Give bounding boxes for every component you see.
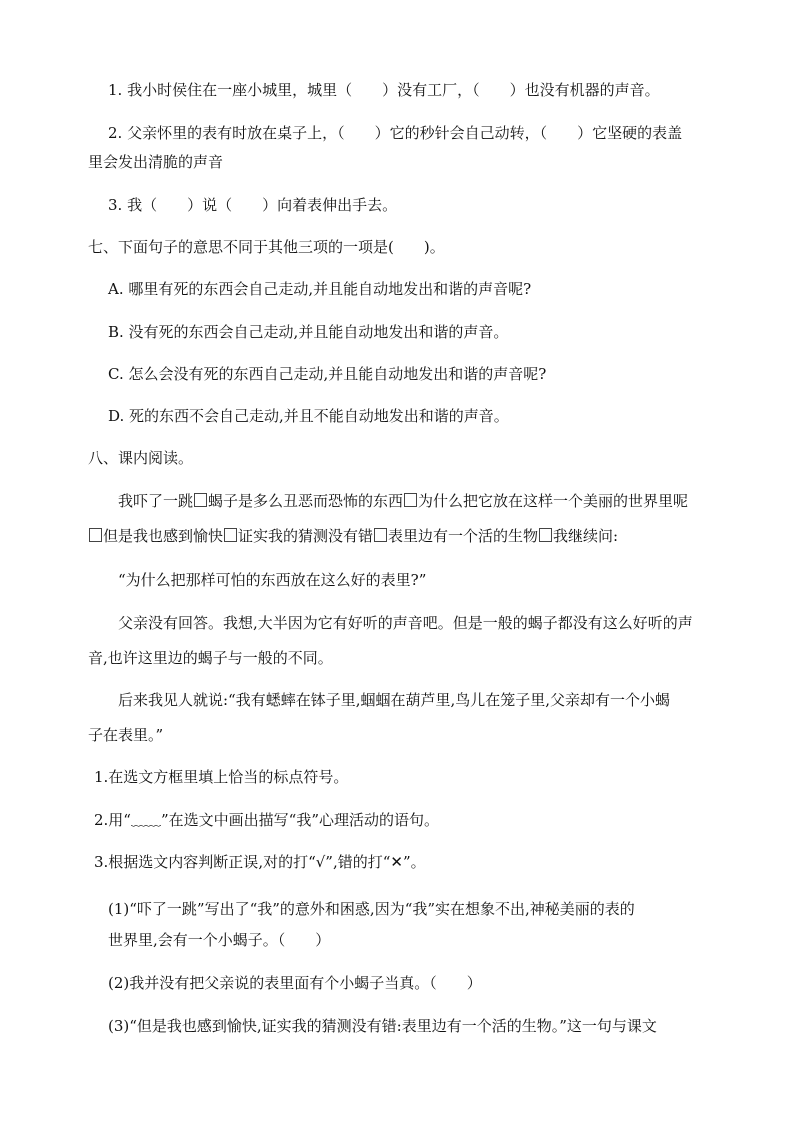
s6-item-2-line1: 2. 父亲怀里的表有时放在桌子上，（ ）它的秒针会自己动转，（ ）它坚硬的表盖 — [108, 124, 683, 142]
passage-quote: “为什么把那样可怕的东西放在这么好的表里?” — [118, 571, 427, 589]
punct-box-4[interactable] — [224, 528, 237, 542]
option-c: C. 怎么会没有死的东西自己走动,并且能自动地发出和谐的声音呢? — [108, 365, 547, 383]
question-3: 3.根据选文内容判断正误,对的打“√”,错的打“✕”。 — [94, 853, 426, 871]
judge-1-line1: (1)“吓了一跳”写出了“我”的意外和困惑,因为“我”实在想象不出,神秘美丽的表的 — [108, 900, 635, 918]
section8-title: 八、课内阅读。 — [88, 449, 194, 467]
question-2: 2.用“﹏﹏”在选文中画出描写“我”心理活动的语句。 — [94, 811, 439, 829]
punct-box-6[interactable] — [539, 528, 552, 542]
para3-line1: 后来我见人就说:“我有蟋蟀在钵子里,蝈蝈在葫芦里,鸟儿在笼子里,父亲却有一个小蝎 — [118, 691, 671, 709]
punct-box-2[interactable] — [404, 493, 417, 507]
judge-2: (2)我并没有把父亲说的表里面有个小蝎子当真。（ ） — [108, 974, 482, 992]
section7-title: 七、下面句子的意思不同于其他三项的一项是( )。 — [88, 238, 445, 256]
s6-item-1: 1. 我小时侯住在一座小城里，城里（ ）没有工厂，（ ）也没有机器的声音。 — [108, 81, 660, 99]
passage-line-2: 但是我也感到愉快 证实我的猜测没有错 表里边有一个活的生物 我继续问: — [88, 526, 618, 546]
judge-1-line2: 世界里,会有一个小蝎子。（ ） — [108, 931, 331, 949]
option-a: A. 哪里有死的东西会自己走动,并且能自动地发出和谐的声音呢? — [108, 280, 532, 298]
para3-line2: 子在表里。” — [88, 726, 164, 744]
question-1: 1.在选文方框里填上恰当的标点符号。 — [94, 768, 349, 786]
judge-3-line1: (3)“但是我也感到愉快,证实我的猜测没有错:表里边有一个活的生物。”这一句与课文 — [108, 1017, 657, 1035]
punct-box-1[interactable] — [194, 493, 207, 507]
para2-line2: 音,也许这里边的蝎子与一般的不同。 — [88, 649, 333, 667]
s6-item-3: 3. 我（ ）说（ ）向着表伸出手去。 — [108, 196, 398, 214]
passage-line-1: 我吓了一跳 蝎子是多么丑恶而恐怖的东西 为什么把它放在这样一个美丽的世界里呢 — [118, 492, 689, 510]
punct-box-3[interactable] — [89, 528, 102, 542]
para2-line1: 父亲没有回答。我想,大半因为它有好听的声音吧。但是一般的蝎子都没有这么好听的声 — [118, 614, 693, 632]
option-d: D. 死的东西不会自己走动,并且不能自动地发出和谐的声音。 — [108, 407, 509, 425]
s6-item-2-line2: 里会发出清脆的声音 — [88, 153, 224, 171]
punct-box-5[interactable] — [374, 528, 387, 542]
option-b: B. 没有死的东西会自己走动,并且能自动地发出和谐的声音。 — [108, 323, 509, 341]
